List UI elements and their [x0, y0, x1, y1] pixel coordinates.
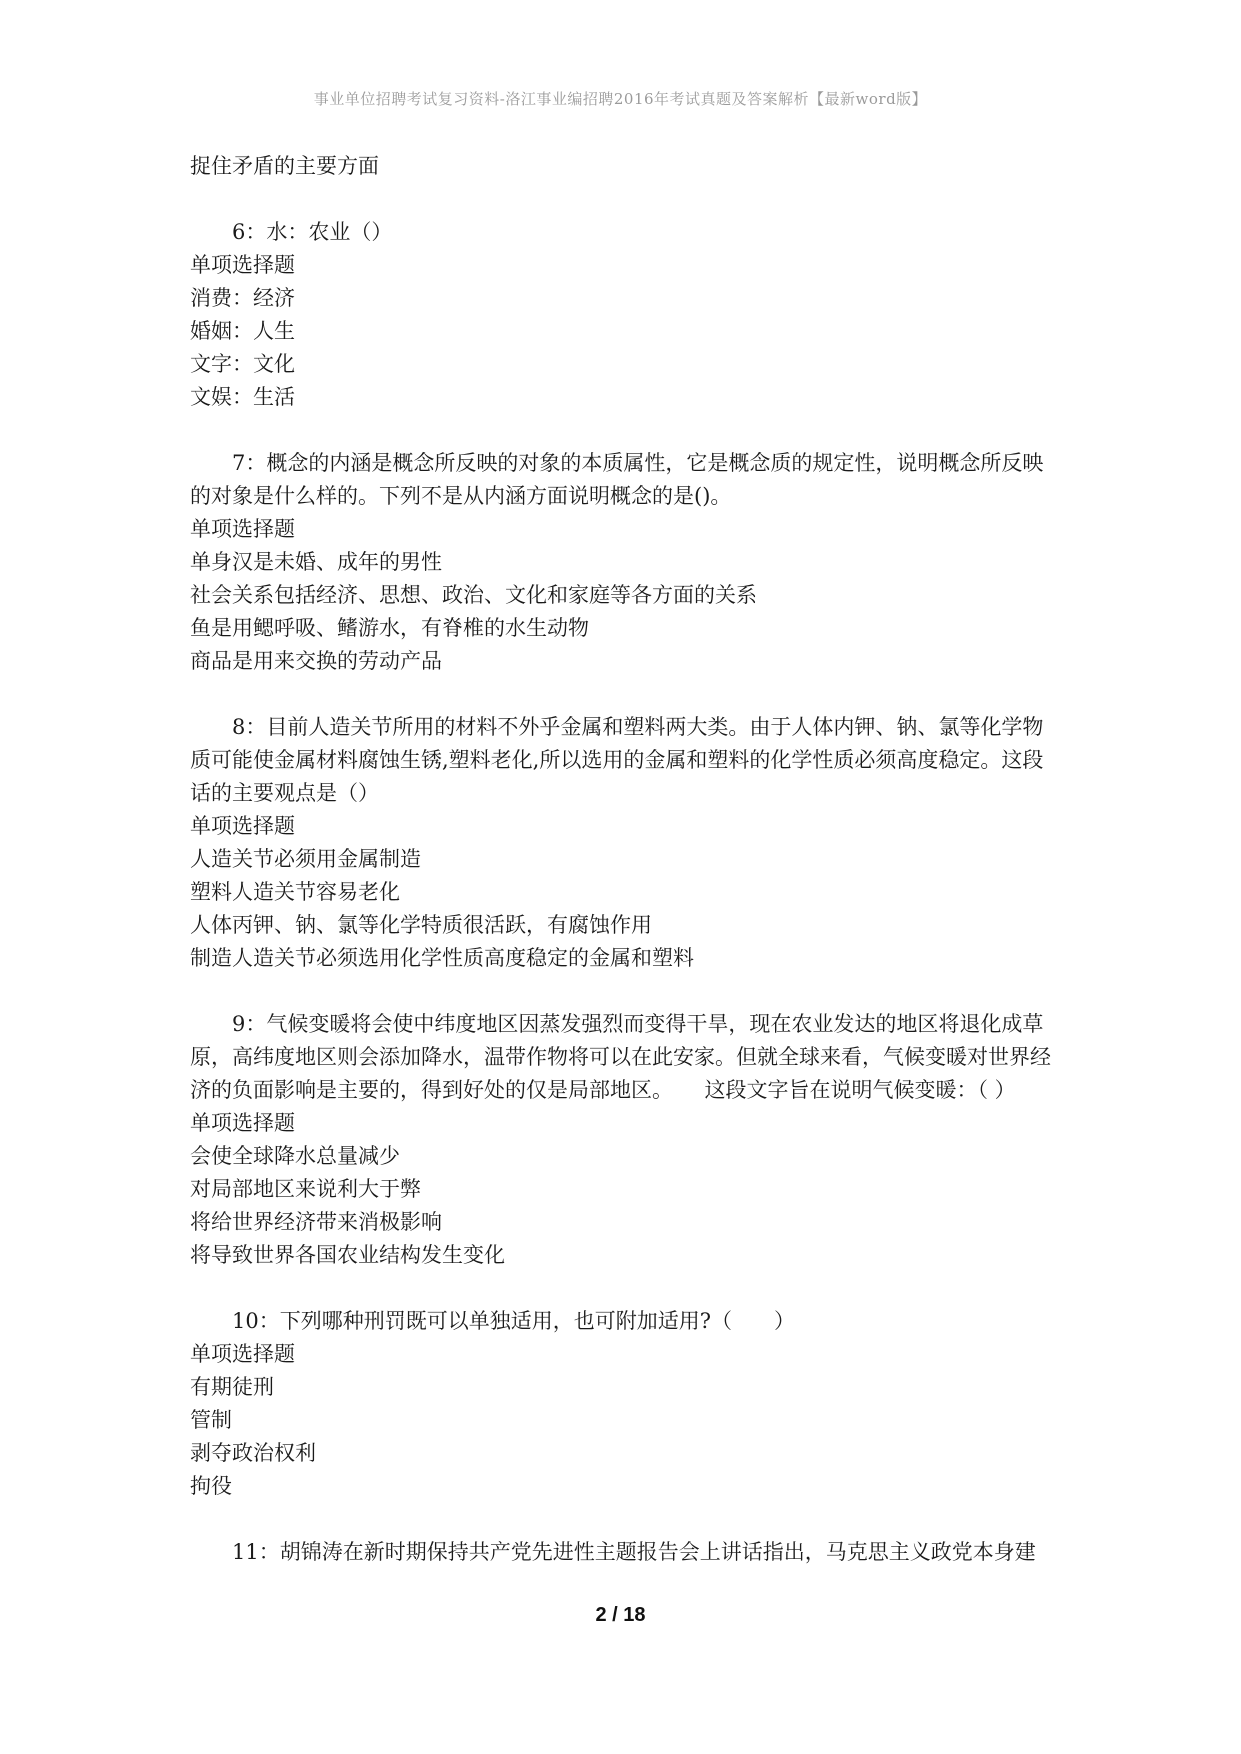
trailing-question-stem: 11：胡锦涛在新时期保持共产党先进性主题报告会上讲话指出，马克思主义政党本身建: [232, 1540, 1036, 1564]
question-stem: 8：目前人造关节所用的材料不外乎金属和塑料两大类。由于人体内钾、钠、氯等化学物质可能使金属材料腐蚀生锈,塑料老化,所以选用的金属和塑料的化学性质必须高度稳定。这段话的主要观点是（）: [190, 715, 1044, 805]
question-type: 单项选择题: [190, 253, 295, 277]
option: 商品是用来交换的劳动产品: [190, 649, 442, 673]
option: 文娱：生活: [190, 385, 295, 409]
document-body: [190, 150, 1060, 1569]
option: 将给世界经济带来消极影响: [190, 1210, 442, 1234]
question-stem: 7：概念的内涵是概念所反映的对象的本质属性，它是概念质的规定性，说明概念所反映的对象是什么样的。下列不是从内涵方面说明概念的是()。: [190, 451, 1044, 508]
option: 社会关系包括经济、思想、政治、文化和家庭等各方面的关系: [190, 583, 757, 607]
option: 管制: [190, 1408, 232, 1432]
question-6: [190, 216, 1060, 414]
question-type: 单项选择题: [190, 1111, 295, 1135]
option: 单身汉是未婚、成年的男性: [190, 550, 442, 574]
page-header: 事业单位招聘考试复习资料-洛江事业编招聘2016年考试真题及答案解析【最新word版】: [313, 90, 928, 108]
option: 将导致世界各国农业结构发生变化: [190, 1243, 505, 1267]
option: 人造关节必须用金属制造: [190, 847, 421, 871]
question-type: 单项选择题: [190, 814, 295, 838]
option: 剥夺政治权利: [190, 1441, 316, 1465]
leading-text: 捉住矛盾的主要方面: [190, 154, 379, 178]
question-10: [190, 1305, 1060, 1503]
option: 鱼是用鳃呼吸、鳍游水，有脊椎的水生动物: [190, 616, 589, 640]
question-stem: 9：气候变暖将会使中纬度地区因蒸发强烈而变得干旱，现在农业发达的地区将退化成草原，高纬度地区则会添加降水，温带作物将可以在此安家。但就全球来看，气候变暖对世界经济的负面影响是主要的，得到好处的仅是局部地区。 这段文字旨在说明气候变暖：（ ）: [190, 1012, 1051, 1102]
option: 制造人造关节必须选用化学性质高度稳定的金属和塑料: [190, 946, 694, 970]
option: 会使全球降水总量减少: [190, 1144, 400, 1168]
option: 消费：经济: [190, 286, 295, 310]
option: 对局部地区来说利大于弊: [190, 1177, 421, 1201]
option: 有期徒刑: [190, 1375, 274, 1399]
option: 人体丙钾、钠、氯等化学特质很活跃，有腐蚀作用: [190, 913, 652, 937]
question-type: 单项选择题: [190, 1342, 295, 1366]
question-stem: 6：水：农业（）: [232, 220, 393, 244]
question-7: [190, 447, 1060, 678]
question-stem: 10：下列哪种刑罚既可以单独适用，也可附加适用?（ ）: [232, 1309, 795, 1333]
option: 拘役: [190, 1474, 232, 1498]
option: 文字：文化: [190, 352, 295, 376]
option: 婚姻：人生: [190, 319, 295, 343]
option: 塑料人造关节容易老化: [190, 880, 400, 904]
question-type: 单项选择题: [190, 517, 295, 541]
question-9: [190, 1008, 1060, 1272]
page-number: 2 / 18: [595, 1604, 646, 1626]
question-8: [190, 711, 1060, 975]
